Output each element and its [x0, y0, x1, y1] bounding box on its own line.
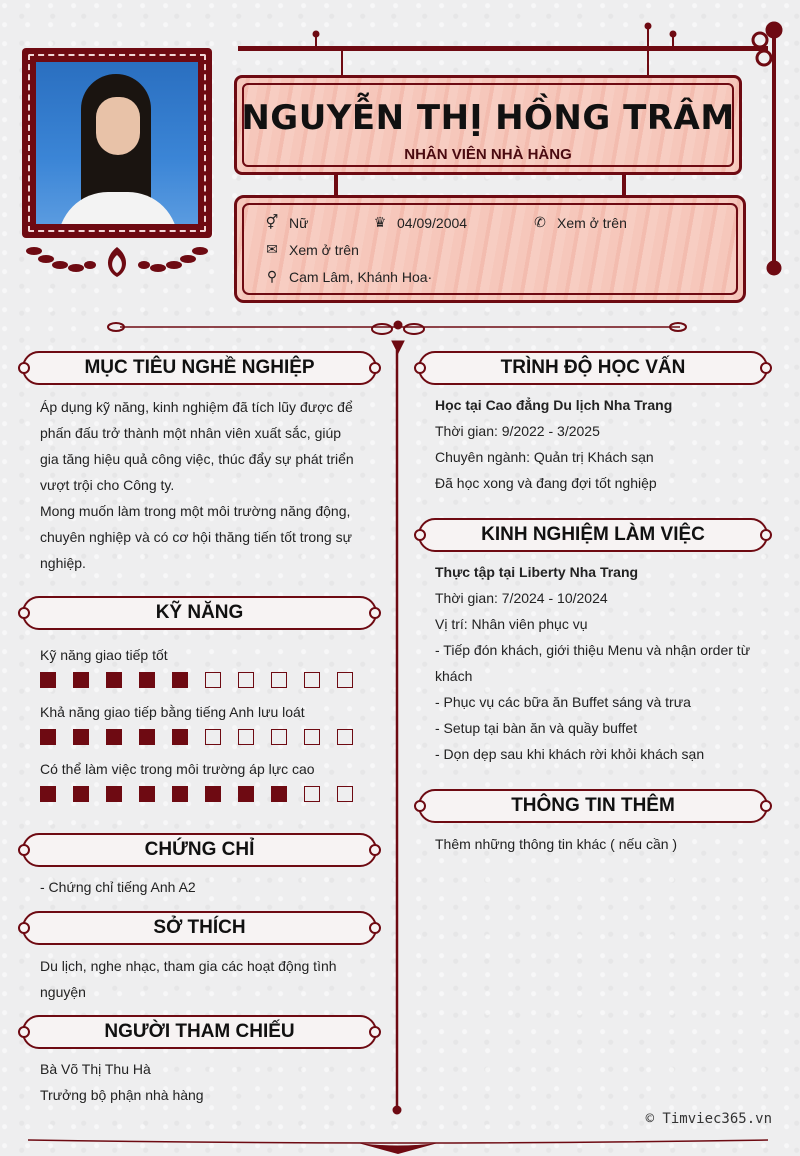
birthday-cake-icon: ♛ — [373, 214, 387, 230]
section-experience: KINH NGHIỆM LÀM VIỆC — [418, 518, 768, 552]
skill-rating — [40, 729, 353, 745]
rating-square-empty — [337, 729, 353, 745]
rating-square-filled — [172, 729, 188, 745]
rating-square-filled — [40, 786, 56, 802]
rating-square-empty — [337, 672, 353, 688]
email-info: ✉ Xem ở trên — [263, 241, 359, 258]
rating-square-filled — [238, 786, 254, 802]
name-sign — [234, 75, 742, 175]
skill-label: Có thể làm việc trong môi trường áp lực cao — [40, 761, 315, 777]
rating-square-filled — [271, 786, 287, 802]
section-education: TRÌNH ĐỘ HỌC VẤN — [418, 351, 768, 385]
rating-square-filled — [40, 672, 56, 688]
gender-icon: ⚥ — [265, 214, 279, 230]
rating-square-empty — [271, 729, 287, 745]
phone-icon: ✆ — [534, 214, 546, 230]
rating-square-filled — [205, 786, 221, 802]
section-extra-info: THÔNG TIN THÊM — [418, 789, 768, 823]
phone-info: ✆ Xem ở trên — [531, 214, 627, 231]
rating-square-empty — [271, 672, 287, 688]
section-hobbies: SỞ THÍCH — [22, 911, 377, 945]
rating-square-filled — [172, 672, 188, 688]
rating-square-filled — [139, 672, 155, 688]
rating-square-filled — [106, 729, 122, 745]
rating-square-filled — [73, 786, 89, 802]
candidate-role: NHÂN VIÊN NHÀ HÀNG — [404, 146, 572, 163]
skill-rating — [40, 672, 353, 688]
rating-square-empty — [304, 729, 320, 745]
avatar — [36, 62, 198, 224]
gender-info: ⚥ Nữ — [263, 214, 308, 231]
birthday-info: ♛ 04/09/2004 — [371, 214, 467, 231]
skill-label: Khả năng giao tiếp bằng tiếng Anh lưu loát — [40, 704, 305, 720]
skill-rating — [40, 786, 353, 802]
rating-square-empty — [205, 729, 221, 745]
references-text: Bà Võ Thị Thu Hà Trưởng bộ phận nhà hàng — [40, 1061, 204, 1103]
laurel-ornament-icon — [24, 243, 210, 279]
rating-square-filled — [73, 672, 89, 688]
rating-square-empty — [304, 786, 320, 802]
objective-text: Áp dụng kỹ năng, kinh nghiệm đã tích lũy được để phấn đấu trở thành một nhân viên xuất sắc, giúp gia tăng hiệu quả công việc, thúc đẩy sự phát triển vượt trội cho Công ty. Mong muốn làm trong một môi trường năng động, chuyên nghiệp và có cơ hội thăng tiến tốt trong sự nghiệp. — [40, 399, 354, 571]
rating-square-empty — [238, 672, 254, 688]
rating-square-empty — [337, 786, 353, 802]
rating-square-filled — [172, 786, 188, 802]
rating-square-filled — [40, 729, 56, 745]
rating-square-filled — [139, 786, 155, 802]
extra-info-text: Thêm những thông tin khác ( nếu cần ) — [435, 836, 678, 852]
section-skills: KỸ NĂNG — [22, 596, 377, 630]
rating-square-empty — [205, 672, 221, 688]
rating-square-filled — [73, 729, 89, 745]
section-references: NGƯỜI THAM CHIẾU — [22, 1015, 377, 1049]
contact-info — [234, 195, 746, 303]
footer-credit: © Timviec365.vn — [645, 1111, 772, 1127]
rating-square-empty — [304, 672, 320, 688]
rating-square-filled — [139, 729, 155, 745]
hobbies-text: Du lịch, nghe nhạc, tham gia các hoạt động tình nguyện — [40, 958, 337, 1000]
address-info: ⚲ Cam Lâm, Khánh Hoa· — [263, 268, 432, 285]
rating-square-empty — [238, 729, 254, 745]
skill-label: Kỹ năng giao tiếp tốt — [40, 647, 168, 663]
section-objective: MỤC TIÊU NGHỀ NGHIỆP — [22, 351, 377, 385]
envelope-icon: ✉ — [266, 241, 278, 257]
education-text: Học tại Cao đẳng Du lịch Nha Trang Thời gian: 9/2022 - 3/2025 Chuyên ngành: Quản trị Khách sạn Đã học xong và đang đợi tốt nghiệp — [435, 397, 673, 491]
section-certificates: CHỨNG CHỈ — [22, 833, 377, 867]
rating-square-filled — [106, 672, 122, 688]
certificate-text: - Chứng chỉ tiếng Anh A2 — [40, 879, 196, 895]
rating-square-filled — [106, 786, 122, 802]
experience-text: Thực tập tại Liberty Nha Trang Thời gian: 7/2024 - 10/2024 Vị trí: Nhân viên phục vụ - Tiếp đón khách, giới thiệu Menu và nhận order từ khách - Phục vụ các bữa ăn Buffet sáng và trưa - Setup tại bàn ăn và quầy buffet - Dọn dẹp sau khi khách rời khỏi khách sạn — [435, 564, 751, 762]
bottom-ornament — [28, 1136, 768, 1156]
location-pin-icon: ⚲ — [266, 268, 278, 284]
avatar-frame — [22, 48, 212, 238]
candidate-name: NGUYỄN THỊ HỒNG TRÂM — [241, 98, 735, 138]
